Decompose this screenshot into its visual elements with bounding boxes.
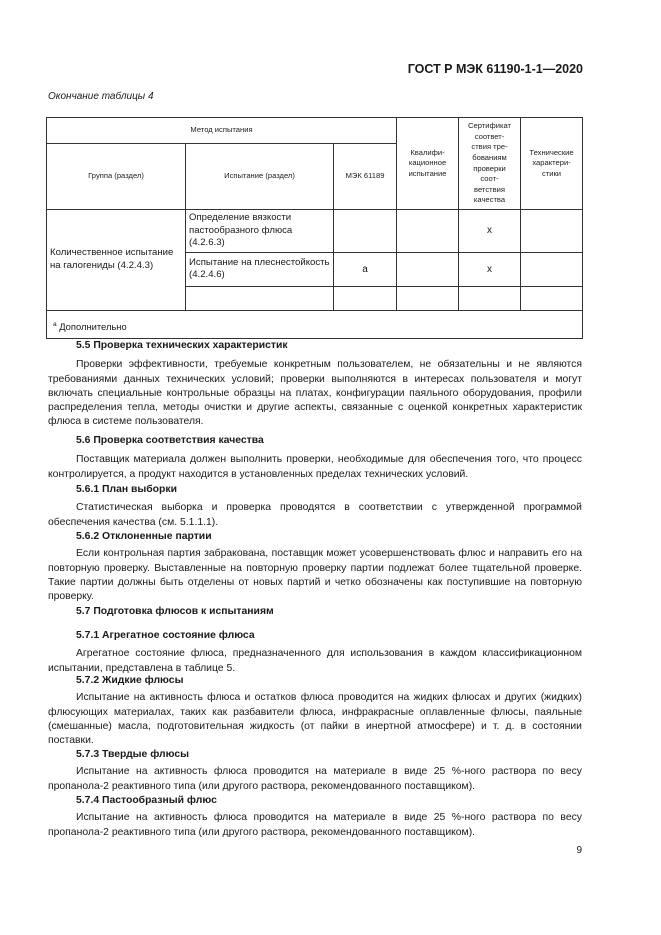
section-5-7-3-title: 5.7.3 Твердые флюсы bbox=[76, 749, 190, 760]
section-5-7-3-text: Испытание на активность флюса проводится на материале в виде 25 %-ного раствора по весу пропанола-2 реактивного типа (или другого раствора, рекомендованного поставщиком). bbox=[48, 766, 582, 792]
section-5-7-4-text: Испытание на активность флюса проводится на материале в виде 25 %-ного раствора по весу пропанола-2 реактивного типа (или другого раствора, рекомендованного поставщиком). bbox=[48, 812, 582, 838]
table-4 bbox=[46, 117, 583, 339]
section-5-6-2-text: Если контрольная партия забракована, поставщик может усовершенствовать флюс и направить его на повторную проверку. Выставленные на повторную проверку партии подлежат более тщательной проверке. Такие партии должны быть отделены от новых партий и четко обозначены как поступившие на повторную проверку. bbox=[48, 548, 582, 603]
section-5-7-1-title: 5.7.1 Агрегатное состояние флюса bbox=[76, 630, 255, 641]
test-cell: Испытание на плеснестойкость (4.2.4.6) bbox=[186, 252, 334, 286]
tech-cell bbox=[521, 286, 583, 310]
section-5-7 bbox=[48, 605, 582, 619]
cert-cell bbox=[459, 286, 521, 310]
tech-cell bbox=[521, 252, 583, 286]
certificate-header: Сертификат соответ- ствия тре- бованиям проверки соот- ветствия качества bbox=[459, 118, 521, 210]
test-header: Испытание (раздел) bbox=[186, 144, 334, 210]
qual-cell bbox=[397, 252, 459, 286]
section-5-6-text: Поставщик материала должен выполнить проверки, необходимые для обеспечения того, что процесс контролируется, а продукт находится в установленных пределах технических условий. bbox=[48, 454, 582, 480]
cert-cell: x bbox=[459, 252, 521, 286]
section-5-7-4 bbox=[48, 794, 582, 840]
group-cell: Количественное испытание на галогениды (4.2.4.3) bbox=[47, 210, 186, 311]
section-5-6-1-text: Статистическая выборка и проверка проводятся в соответствии с утвержденной программой обеспечения качества (см. 5.1.1.1). bbox=[48, 502, 582, 528]
table-caption: Окончание таблицы 4 bbox=[48, 91, 154, 102]
section-5-7-4-title: 5.7.4 Пастообразный флюс bbox=[76, 795, 217, 806]
iec-cell bbox=[334, 286, 397, 310]
tech-cell bbox=[521, 210, 583, 253]
footnote-text: Дополнительно bbox=[56, 320, 127, 332]
technical-header: Технические характери- стики bbox=[521, 118, 583, 210]
method-header: Метод испытания bbox=[47, 118, 397, 144]
section-5-5-text: Проверки эффективности, требуемые конкретным пользователем, не обязательны и не являются требованиями данных технических условий; проверки выполняются в интересах пользователя и могут включать специальные контрольные образцы на платах, конфигурации паяльного оборудования, профили распределения тепла, методы очистки и другие аспекты, связанные с оценкой конкретных характеристик флюса в системе пользователя. bbox=[48, 359, 582, 428]
section-5-6 bbox=[48, 434, 582, 482]
section-5-7-2-text: Испытание на активность флюса и остатков флюса проводится на жидких флюсах и других (жидких) флюсующих материалах, таких как разбавители флюса, инфракрасные оплавленные флюсы, паяльные (смешанные) масла, подготовительная жидкость (от пайки в инертной атмосфере) и т. д. в состоянии поставки. bbox=[48, 692, 582, 747]
section-5-6-1-title: 5.6.1 План выборки bbox=[76, 484, 177, 495]
test-cell bbox=[186, 286, 334, 310]
section-5-6-2-title: 5.6.2 Отклоненные партии bbox=[76, 531, 212, 542]
section-5-6-2 bbox=[48, 530, 582, 604]
section-5-5-title: 5.5 Проверка технических характеристик bbox=[76, 340, 288, 351]
test-cell: Определение вязкости пастообразного флюса (4.2.6.3) bbox=[186, 210, 334, 253]
footnote-mark: a bbox=[53, 320, 57, 328]
section-5-6-1 bbox=[48, 483, 582, 530]
qualification-header: Квалифи- кационное испытание bbox=[397, 118, 459, 210]
iec-cell: a bbox=[334, 252, 397, 286]
group-header: Группа (раздел) bbox=[47, 144, 186, 210]
cert-cell: x bbox=[459, 210, 521, 253]
section-5-7-title: 5.7 Подготовка флюсов к испытаниям bbox=[76, 606, 274, 617]
table-row bbox=[47, 210, 583, 253]
qual-cell bbox=[397, 286, 459, 310]
section-5-6-title: 5.6 Проверка соответствия качества bbox=[76, 435, 264, 446]
iec-cell bbox=[334, 210, 397, 253]
page-number: 9 bbox=[576, 845, 582, 856]
iec-header: МЭК 61189 bbox=[334, 144, 397, 210]
section-5-7-3 bbox=[48, 748, 582, 794]
table-footnote bbox=[47, 310, 583, 338]
section-5-7-2 bbox=[48, 674, 582, 748]
qual-cell bbox=[397, 210, 459, 253]
section-5-5 bbox=[48, 339, 582, 430]
section-5-7-2-title: 5.7.2 Жидкие флюсы bbox=[76, 675, 184, 686]
document-header: ГОСТ Р МЭК 61190-1-1—2020 bbox=[407, 62, 583, 76]
section-5-7-1-text: Агрегатное состояние флюса, предназначенного для использования в каждом классификационном испытании, представлена в таблице 5. bbox=[48, 648, 582, 674]
section-5-7-1 bbox=[48, 629, 582, 676]
